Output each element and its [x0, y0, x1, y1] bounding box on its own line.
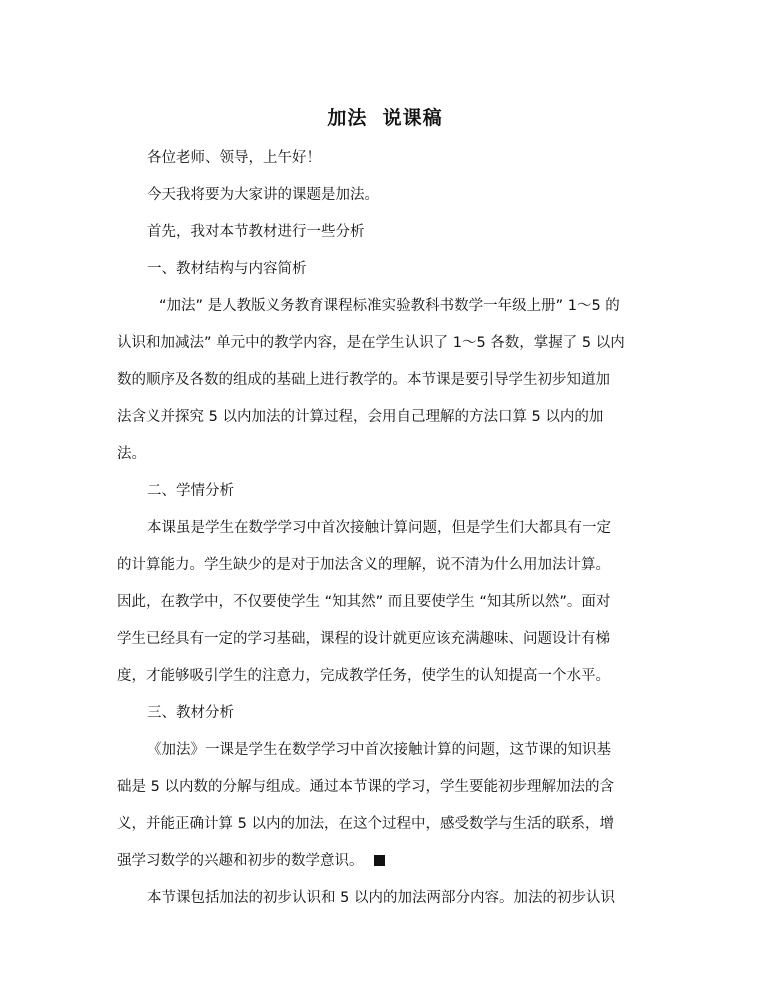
paragraph-line: 度，才能够吸引学生的注意力，完成教学任务，使学生的认知提高一个水平。 [117, 668, 610, 684]
paragraph-line: 《加法》一课是学生在数学学习中首次接触计算的问题，这节课的知识基 [147, 742, 611, 758]
paragraph-line: 法。 [117, 446, 146, 462]
paragraph-line: 因此，在教学中，不仅要使学生 “知其然” 而且要使学生 “知其所以然”。面对 [117, 594, 611, 610]
paragraph-line: 法含义并探究 5 以内加法的计算过程，会用自己理解的方法口算 5 以内的加 [117, 409, 604, 425]
intro-line: 首先，我对本节教材进行一些分析 [147, 224, 365, 240]
greeting-line: 各位老师、领导，上午好！ [147, 150, 321, 166]
black-square-icon [374, 855, 385, 866]
section-heading-2: 二、学情分析 [147, 483, 234, 499]
paragraph-line: 学生已经具有一定的学习基础，课程的设计就更应该充满趣味、问题设计有梯 [117, 631, 610, 647]
paragraph-line: 认识和加减法” 单元中的教学内容，是在学生认识了 1～5 各数，掌握了 5 以内 [117, 335, 625, 351]
paragraph-line-with-end-mark [117, 850, 385, 872]
paragraph-line: 本节课包括加法的初步认识和 5 以内的加法两部分内容。加法的初步认识 [147, 890, 615, 906]
section-heading-1: 一、教材结构与内容简析 [147, 261, 307, 277]
paragraph-line: “加法” 是人教版义务教育课程标准实验教科书数学一年级上册” 1～5 的 [159, 298, 620, 314]
paragraph-line: 本课虽是学生在数学学习中首次接触计算问题，但是学生们大都具有一定 [147, 520, 611, 536]
topic-line: 今天我将要为大家讲的课题是加法。 [147, 187, 379, 203]
document-title: 加法 说课稿 [327, 107, 443, 129]
paragraph-line: 的计算能力。学生缺少的是对于加法含义的理解，说不清为什么用加法计算。 [117, 557, 610, 573]
section-heading-3: 三、教材分析 [147, 705, 234, 721]
paragraph-line: 数的顺序及各数的组成的基础上进行教学的。本节课是要引导学生初步知道加 [117, 372, 610, 388]
paragraph-line: 础是 5 以内数的分解与组成。通过本节课的学习，学生要能初步理解加法的含 [117, 779, 614, 795]
paragraph-line: 义，并能正确计算 5 以内的加法，在这个过程中，感受数学与生活的联系，增 [117, 816, 614, 832]
paragraph-line-text: 强学习数学的兴趣和初步的数学意识。 [117, 853, 364, 869]
